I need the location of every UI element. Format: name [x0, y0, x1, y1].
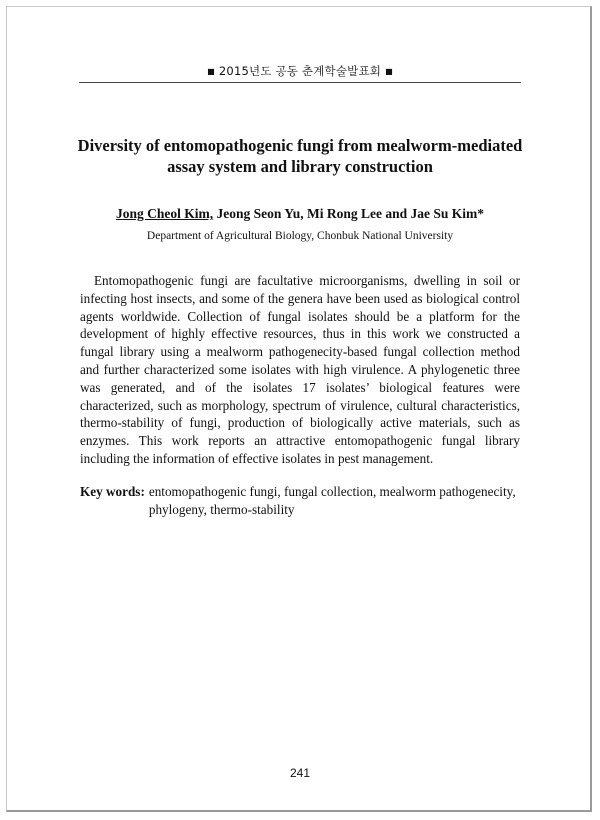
- keywords-list: entomopathogenic fungi, fungal collection, mealworm pathogenecity, phylogeny, thermo-stability: [148, 484, 516, 517]
- header-rule: [79, 82, 521, 83]
- keywords-label: Key words:: [80, 484, 145, 499]
- presenting-author: Jong Cheol Kim,: [115, 206, 214, 221]
- header-text: 2015년도 공동 춘계학술발표회: [218, 64, 382, 78]
- co-authors: Jeong Seon Yu, Mi Rong Lee and Jae Su Kim*: [213, 206, 485, 221]
- affiliation: Department of Agricultural Biology, Chonbuk National University: [146, 230, 454, 242]
- keywords-block: [80, 483, 525, 519]
- header-bullet-right: ■: [385, 67, 393, 76]
- abstract-text: Entomopathogenic fungi are facultative microorganisms, dwelling in soil or infecting host insects, and some of the genera have been used as biological control agents worldwide. Collection of fungal isolates should be a platform for the development of highly effective resources, thus in this work we constructed a fungal library using a mealworm pathogenecity-based fungal collection method and further characterized some isolates with high virulence. A phylogenetic three was generated, and of the isolates 17 isolates’ biological features were characterized, such as morphology, spectrum of virulence, cultural characteristics, thermo-stability of fungi, production of biologically active materials, such as enzymes. This work reports an attractive entomopathogenic fungal library including the information of effective isolates in pest management.: [80, 273, 520, 466]
- author-list: [0, 206, 600, 222]
- header-bullet-left: ■: [207, 67, 215, 76]
- page-number: 241: [289, 766, 311, 780]
- running-header: [0, 63, 600, 79]
- paper-title: Diversity of entomopathogenic fungi from mealworm-mediated assay system and library construction: [77, 136, 523, 176]
